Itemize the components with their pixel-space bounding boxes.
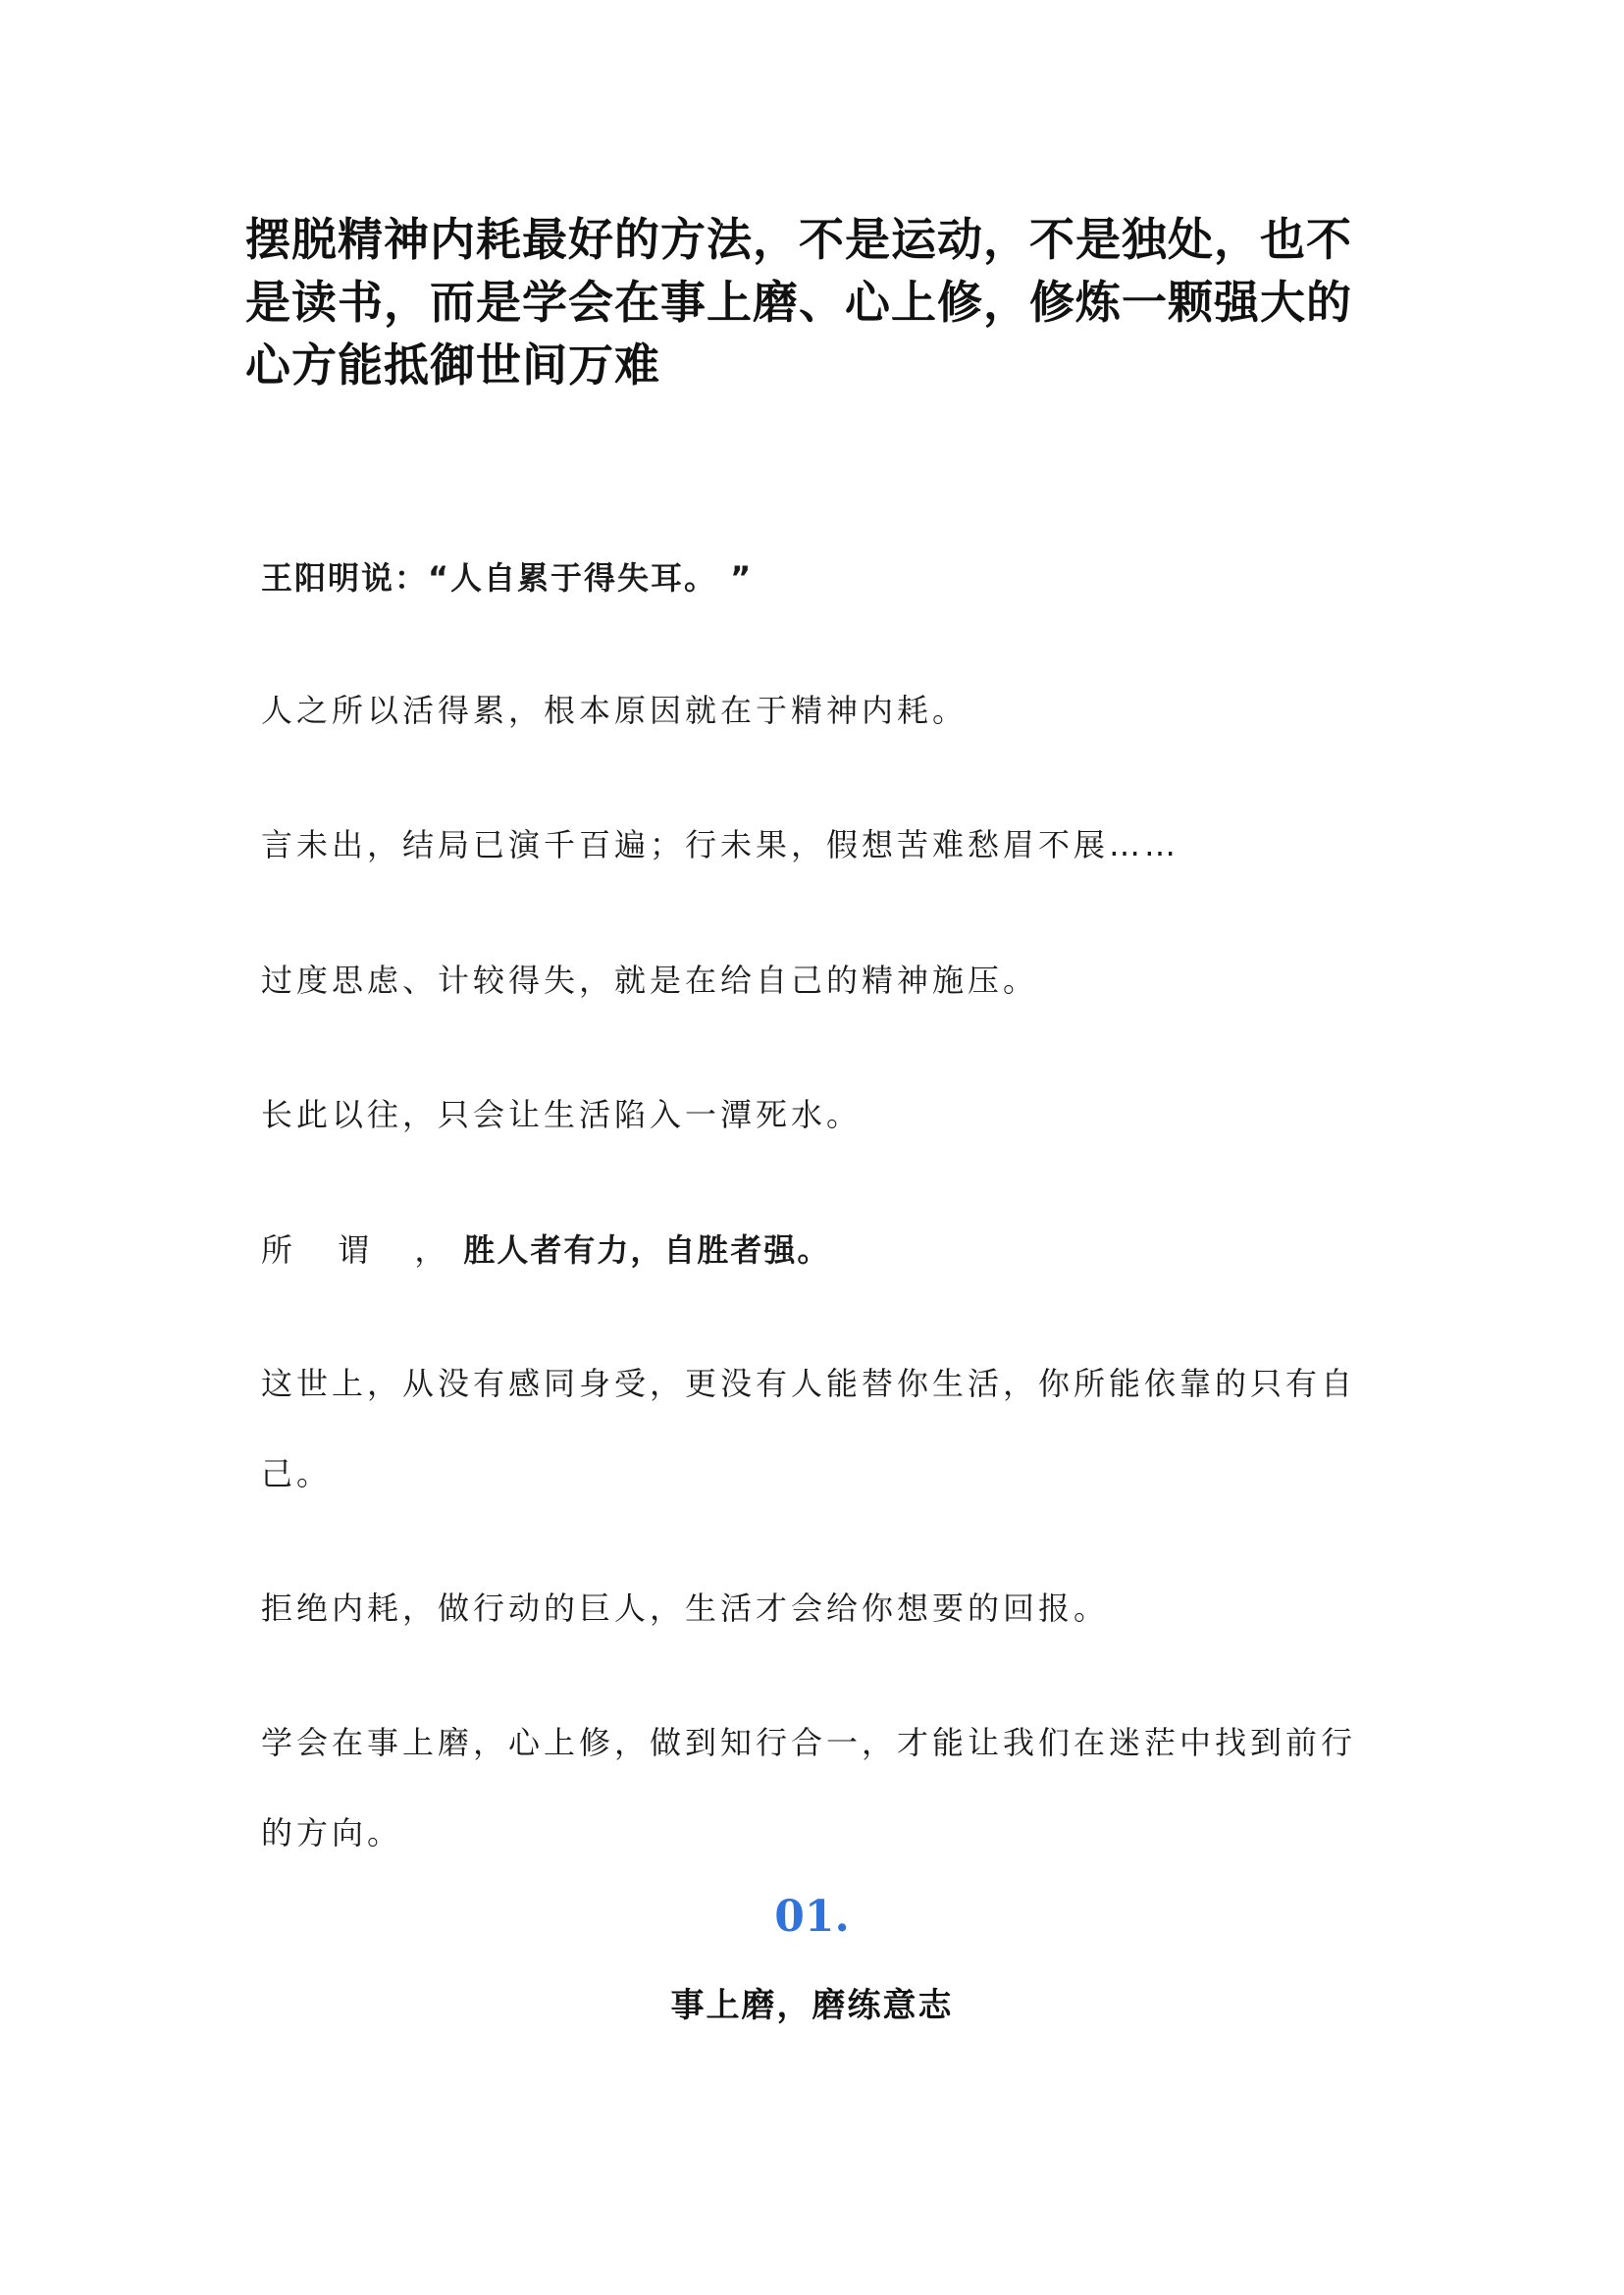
paragraph-5-lead: 所 谓 ， (261, 1231, 464, 1269)
body-paragraph-8: 学会在事上磨，心上修，做到知行合一，才能让我们在迷茫中找到前行的方向。 (261, 1724, 1357, 1852)
body-paragraph-1: 人之所以活得累，根本原因就在于精神内耗。 (261, 692, 969, 729)
quote-paragraph: 王阳明说：“人自累于得失耳。 ” (261, 559, 754, 597)
body-paragraph-5 (261, 1205, 1370, 1295)
article-title: 摆脱精神内耗最好的方法，不是运动，不是独处，也不是读书，而是学会在事上磨、心上修，修炼一颗强大的心方能抵御世间万难 (245, 213, 1352, 391)
body-paragraph-2: 言未出，结局已演千百遍；行未果，假想苦难愁眉不展…… (261, 826, 1180, 863)
section-title: 事上磨，磨练意志 (670, 1986, 954, 2025)
body-paragraph-6: 这世上，从没有感同身受，更没有人能替你生活，你所能依靠的只有自己。 (261, 1365, 1357, 1492)
body-paragraph-7: 拒绝内耗，做行动的巨人，生活才会给你想要的回报。 (261, 1590, 1110, 1627)
body-paragraph-4: 长此以往，只会让生活陷入一潭死水。 (261, 1096, 863, 1133)
body-paragraph-3: 过度思虑、计较得失，就是在给自己的精神施压。 (261, 962, 1039, 999)
section-number: 01. (774, 1892, 850, 1942)
paragraph-5-emphasis: 胜人者有力，自胜者强。 (463, 1231, 831, 1269)
